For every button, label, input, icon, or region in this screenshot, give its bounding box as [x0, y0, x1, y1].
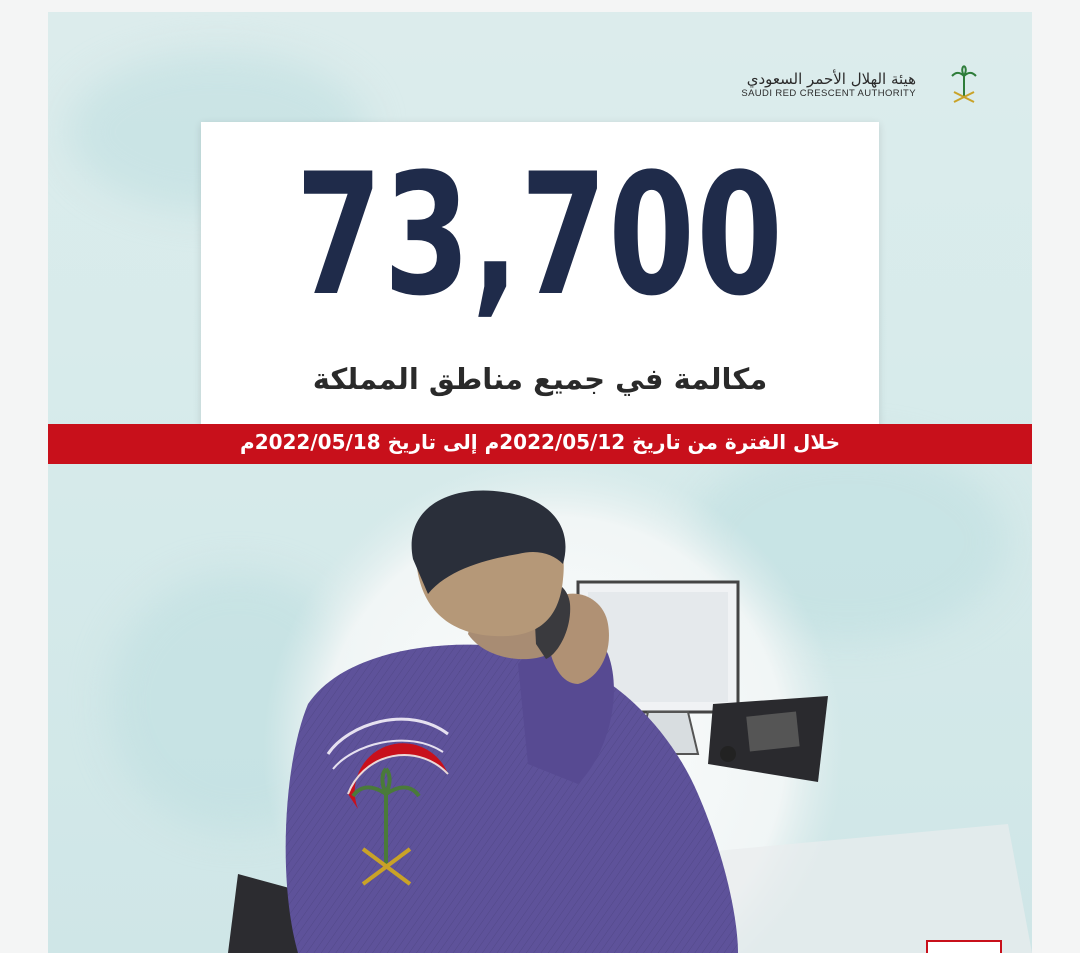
infographic-poster: [48, 12, 1032, 953]
calls-caption: مكالمة في جميع مناطق المملكة: [312, 362, 768, 396]
dispatcher-illustration: [48, 464, 1032, 953]
logo-name-english: SAUDI RED CRESCENT AUTHORITY: [741, 88, 916, 99]
red-crescent-emblem-icon: [930, 54, 982, 116]
period-text: خلال الفترة من تاريخ 2022/05/12م إلى تاريخ 2022/05/18م: [240, 430, 840, 454]
logo-name-arabic: هيئة الهلال الأحمر السعودي: [746, 70, 916, 88]
calls-count: 73,700: [295, 137, 785, 333]
authority-logo: [741, 54, 982, 116]
logo-text: [741, 70, 916, 100]
stat-card: [201, 122, 879, 428]
corner-frame-mark: [926, 940, 1002, 953]
period-banner: [48, 424, 1032, 464]
